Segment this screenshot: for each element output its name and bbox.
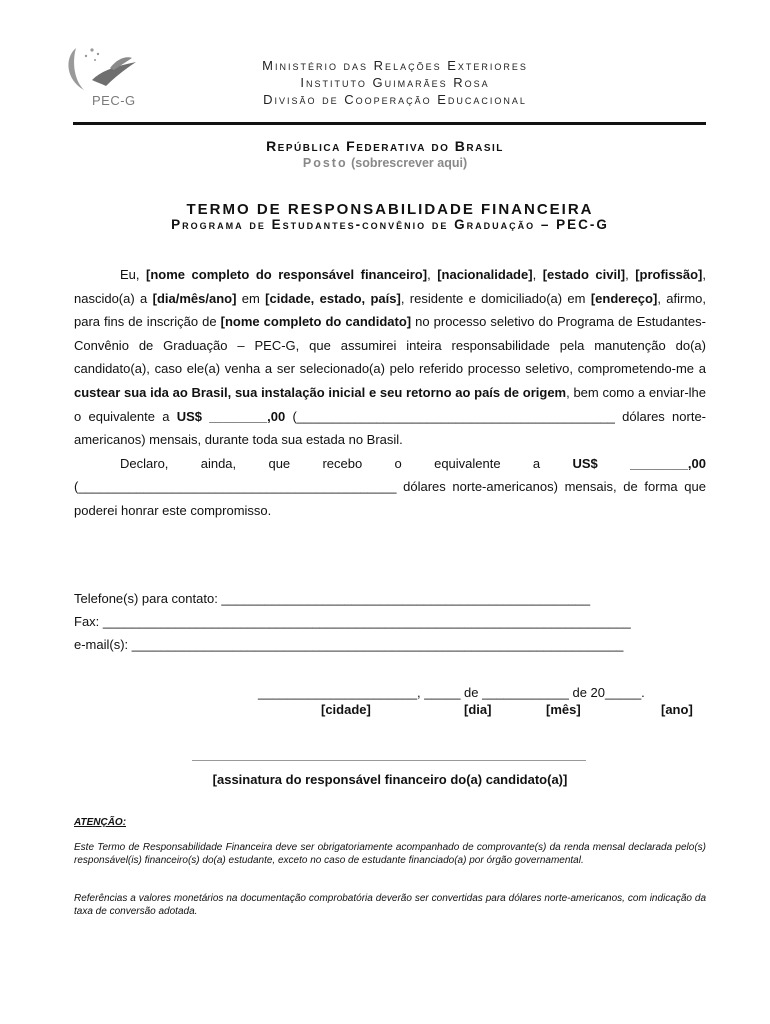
field-estado-civil: [estado civil] — [542, 267, 626, 282]
label-cidade: [cidade] — [321, 702, 371, 717]
paragraph-2 — [74, 452, 706, 523]
attention-title: ATENÇÃO: — [74, 817, 127, 828]
text-custear: custear sua ida ao Brasil, sua instalação inicial e seu retorno ao país de origem — [74, 384, 567, 400]
text-nascido: , nascido(a) a — [74, 267, 706, 306]
pec-g-logo — [62, 40, 152, 112]
attention-note-1: Este Termo de Responsabilidade Financeira deve ser obrigatoriamente acompanhado de comprovante(s) da renda mensal declarada pelo(s) responsável(is) financeiro(s) do(a) estudante, exceto no caso de estudante financiado(a) por órgão governamental. — [74, 842, 706, 866]
field-nome-candidato: [nome completo do candidato] — [220, 314, 412, 330]
posto-hint: (sobrescrever aqui) — [351, 156, 468, 170]
telefone-field: Telefone(s) para contato: ___________________________________________________ — [74, 591, 591, 606]
label-ano: [ano] — [661, 702, 693, 717]
text-processo: no processo seletivo do Programa de Estudantes-Convênio de Graduação – PEC-G, que assumirei inteira responsabilidade pela manutenção do(a) candidato(a), caso ele(a) venha a ser selecionado(a) pelo referido processo seletivo, comprometendo-me a — [74, 314, 706, 377]
signature-label: [assinatura do responsável financeiro do(a) candidato(a)] — [212, 772, 568, 787]
label-dia: [dia] — [464, 702, 492, 717]
attention-note-2: Referências a valores monetários na documentação comprobatória deverão ser convertidas para dólares norte-americanos, com indicação da taxa de conversão adotada. — [74, 893, 706, 917]
logo-text: PEC-G — [92, 93, 136, 108]
text-em: em — [236, 290, 266, 306]
field-nacionalidade: [nacionalidade] — [437, 267, 533, 282]
posto-word: Posto — [302, 156, 348, 170]
document-title: TERMO DE RESPONSABILIDADE FINANCEIRA — [186, 201, 594, 218]
field-valor-extenso-1: (____________________________________________ dólares norte-americanos) mensais, durante toda sua estada no Brasil. — [74, 408, 707, 448]
posto-line — [0, 156, 770, 170]
text-comma: , — [532, 267, 543, 282]
field-data-nascimento: [dia/mês/ano] — [152, 290, 237, 306]
republic-heading: República Federativa do Brasil — [266, 138, 504, 154]
bird-logo-icon — [62, 40, 152, 100]
text-afirmo: , afirmo, para fins de inscrição de — [74, 290, 706, 330]
header-division: Divisão de Cooperação Educacional — [263, 92, 527, 107]
text-declaro: Declaro, ainda, que recebo o equivalente a — [120, 455, 573, 471]
text-eu: Eu, — [120, 267, 147, 282]
paragraph-1 — [74, 263, 706, 452]
field-nome-responsavel: [nome completo do responsável financeiro] — [146, 267, 428, 282]
field-valor-usd-1: US$ ________,00 — [176, 408, 286, 424]
text-residente: , residente e domiciliado(a) em — [400, 290, 591, 306]
email-field: e-mail(s): ____________________________________________________________________ — [74, 637, 624, 652]
label-mes: [mês] — [546, 702, 581, 717]
header-rule — [73, 122, 706, 125]
field-valor-usd-2: US$ ________,00 — [572, 455, 707, 471]
header-ministry: Ministério das Relações Exteriores — [262, 58, 528, 73]
text-enviar: , bem como a enviar-lhe o equivalente a — [74, 384, 706, 424]
document-subtitle: Programa de Estudantes-convênio de Graduação – PEC-G — [171, 217, 609, 232]
field-valor-extenso-2: (____________________________________________ dólares norte-americanos) mensais, de forma que poderei honrar este compromisso. — [74, 479, 706, 518]
text-comma: , — [625, 267, 636, 282]
field-endereco: [endereço] — [590, 290, 658, 306]
field-profissao: [profissão] — [635, 267, 703, 282]
field-cidade-estado-pais: [cidade, estado, país] — [265, 290, 401, 306]
header-institute: Instituto Guimarães Rosa — [300, 75, 490, 90]
fax-field: Fax: _________________________________________________________________________ — [74, 614, 631, 629]
text-comma: , — [427, 267, 438, 282]
date-line: ______________________, _____ de ____________ de 20_____. — [258, 685, 645, 700]
signature-line — [192, 760, 586, 761]
declaration-body — [74, 263, 706, 523]
